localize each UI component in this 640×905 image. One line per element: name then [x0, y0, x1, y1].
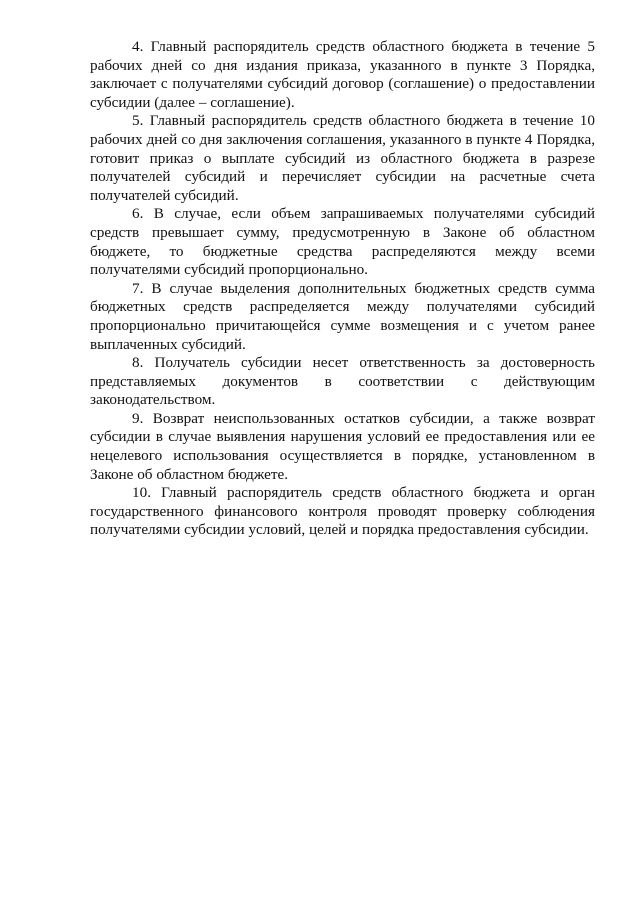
paragraph-item-5: 5. Главный распорядитель средств областного бюджета в течение 10 рабочих дней со дня заключения соглашения, указанного в пункте 4 Порядка, готовит приказ о выплате субсидий из областного бюджета в разрезе получателей субсидий и перечисляет субсидии на расчетные счета получателей субсидий. — [90, 112, 595, 204]
paragraph-item-6: 6. В случае, если объем запрашиваемых получателями субсидий средств превышает сумму, предусмотренную в Законе об областном бюджете, то бюджетные средства распределяются между всеми получателями субсидий пропорционально. — [90, 205, 595, 279]
paragraph-item-8: 8. Получатель субсидии несет ответственность за достоверность представляемых документов в соответствии с действующим законодательством. — [90, 354, 595, 409]
paragraph-item-10: 10. Главный распорядитель средств областного бюджета и орган государственного финансового контроля проводят проверку соблюдения получателями субсидии условий, целей и порядка предоставления субсидии. — [90, 484, 595, 539]
paragraph-item-4: 4. Главный распорядитель средств областного бюджета в течение 5 рабочих дней со дня издания приказа, указанного в пункте 3 Порядка, заключает с получателями субсидий договор (соглашение) о предоставлении субсидии (далее – соглашение). — [90, 38, 595, 111]
paragraph-item-9: 9. Возврат неиспользованных остатков субсидии, а также возврат субсидии в случае выявления нарушения условий ее предоставления или ее нецелевого использования осуществляется в порядке, установленном в Законе об областном бюджете. — [90, 409, 595, 483]
paragraph-item-7: 7. В случае выделения дополнительных бюджетных средств сумма бюджетных средств распределяется между получателями субсидий пропорционально причитающейся сумме возмещения и с учетом ранее выплаченных субсидий. — [90, 279, 595, 353]
document-page — [90, 38, 595, 540]
